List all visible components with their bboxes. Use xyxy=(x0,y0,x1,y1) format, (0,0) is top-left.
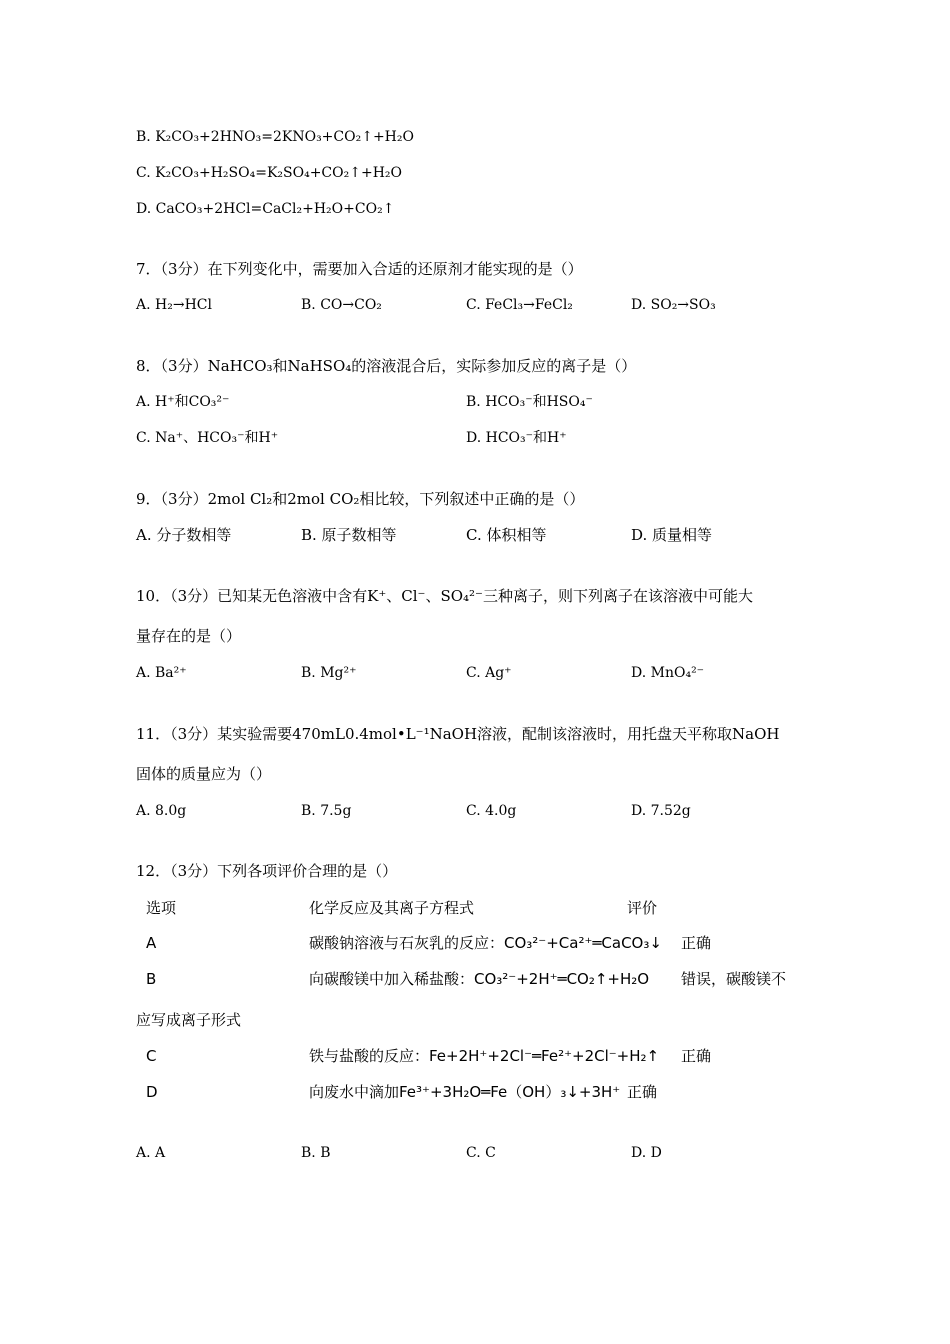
table-row-b-option: B xyxy=(146,970,157,988)
q6-option-d: D. CaCO₃+2HCl=CaCl₂+H₂O+CO₂↑ xyxy=(136,201,395,217)
table-row-d-equation: 向废水中滴加Fe³⁺+3H₂O═Fe（OH）₃↓+3H⁺ xyxy=(309,1083,621,1101)
table-row-b-evaluation: 错误，碳酸镁不 xyxy=(681,970,787,988)
q12-option-c: C. C xyxy=(466,1145,496,1161)
q12-option-a: A. A xyxy=(136,1145,166,1161)
q10-stem-line2: 量存在的是（） xyxy=(136,627,242,645)
q12-option-b: B. B xyxy=(301,1145,331,1161)
q9-option-d: D. 质量相等 xyxy=(631,526,713,544)
q10-option-c: C. Ag⁺ xyxy=(466,665,512,681)
q12-stem: 12．（3分）下列各项评价合理的是（） xyxy=(136,862,398,880)
q11-option-b: B. 7.5g xyxy=(301,803,352,819)
table-row-a-evaluation: 正确 xyxy=(681,934,712,952)
q9-option-b: B. 原子数相等 xyxy=(301,526,397,544)
q11-option-a: A. 8.0g xyxy=(136,803,187,819)
q11-stem-line1: 11．（3分）某实验需要470mL0.4mol•L⁻¹NaOH溶液，配制该溶液时，用托盘天平称取NaOH xyxy=(136,725,780,743)
q9-stem: 9．（3分）2mol Cl₂和2mol CO₂相比较，下列叙述中正确的是（） xyxy=(136,490,585,508)
table-row-a-option: A xyxy=(146,934,157,952)
q11-option-c: C. 4.0g xyxy=(466,803,517,819)
table-header-option: 选项 xyxy=(146,899,177,917)
q8-stem: 8．（3分）NaHCO₃和NaHSO₄的溶液混合后，实际参加反应的离子是（） xyxy=(136,357,637,375)
table-header-equation: 化学反应及其离子方程式 xyxy=(309,899,475,917)
q10-option-d: D. MnO₄²⁻ xyxy=(631,665,705,681)
table-row-a-equation: 碳酸钠溶液与石灰乳的反应：CO₃²⁻+Ca²⁺═CaCO₃↓ xyxy=(309,934,662,952)
table-row-c-evaluation: 正确 xyxy=(681,1047,712,1065)
q9-option-a: A. 分子数相等 xyxy=(136,526,232,544)
table-header-evaluation: 评价 xyxy=(627,899,658,917)
q9-option-c: C. 体积相等 xyxy=(466,526,547,544)
q8-option-a: A. H⁺和CO₃²⁻ xyxy=(136,394,230,410)
q11-option-d: D. 7.52g xyxy=(631,803,691,819)
q10-option-b: B. Mg²⁺ xyxy=(301,665,357,681)
table-row-c-option: C xyxy=(146,1047,157,1065)
table-row-d-evaluation: 正确 xyxy=(627,1083,658,1101)
table-row-c-equation: 铁与盐酸的反应：Fe+2H⁺+2Cl⁻═Fe²⁺+2Cl⁻+H₂↑ xyxy=(309,1047,660,1065)
q8-option-d: D. HCO₃⁻和H⁺ xyxy=(466,430,567,446)
q7-option-c: C. FeCl₃→FeCl₂ xyxy=(466,297,573,313)
q10-option-a: A. Ba²⁺ xyxy=(136,665,187,681)
q8-option-c: C. Na⁺、HCO₃⁻和H⁺ xyxy=(136,430,279,446)
q7-option-a: A. H₂→HCl xyxy=(136,297,212,313)
q6-option-b: B. K₂CO₃+2HNO₃=2KNO₃+CO₂↑+H₂O xyxy=(136,129,414,145)
q8-option-b: B. HCO₃⁻和HSO₄⁻ xyxy=(466,394,593,410)
q7-stem: 7．（3分）在下列变化中，需要加入合适的还原剂才能实现的是（） xyxy=(136,260,583,278)
q10-stem-line1: 10．（3分）已知某无色溶液中含有K⁺、Cl⁻、SO₄²⁻三种离子，则下列离子在该溶液中可能大 xyxy=(136,587,753,605)
q7-option-d: D. SO₂→SO₃ xyxy=(631,297,716,313)
q12-option-d: D. D xyxy=(631,1145,662,1161)
table-row-b-evaluation-cont: 应写成离子形式 xyxy=(136,1011,242,1029)
q11-stem-line2: 固体的质量应为（） xyxy=(136,765,272,783)
q6-option-c: C. K₂CO₃+H₂SO₄=K₂SO₄+CO₂↑+H₂O xyxy=(136,165,402,181)
table-row-b-equation: 向碳酸镁中加入稀盐酸：CO₃²⁻+2H⁺═CO₂↑+H₂O xyxy=(309,970,650,988)
table-row-d-option: D xyxy=(146,1083,158,1101)
q7-option-b: B. CO→CO₂ xyxy=(301,297,382,313)
